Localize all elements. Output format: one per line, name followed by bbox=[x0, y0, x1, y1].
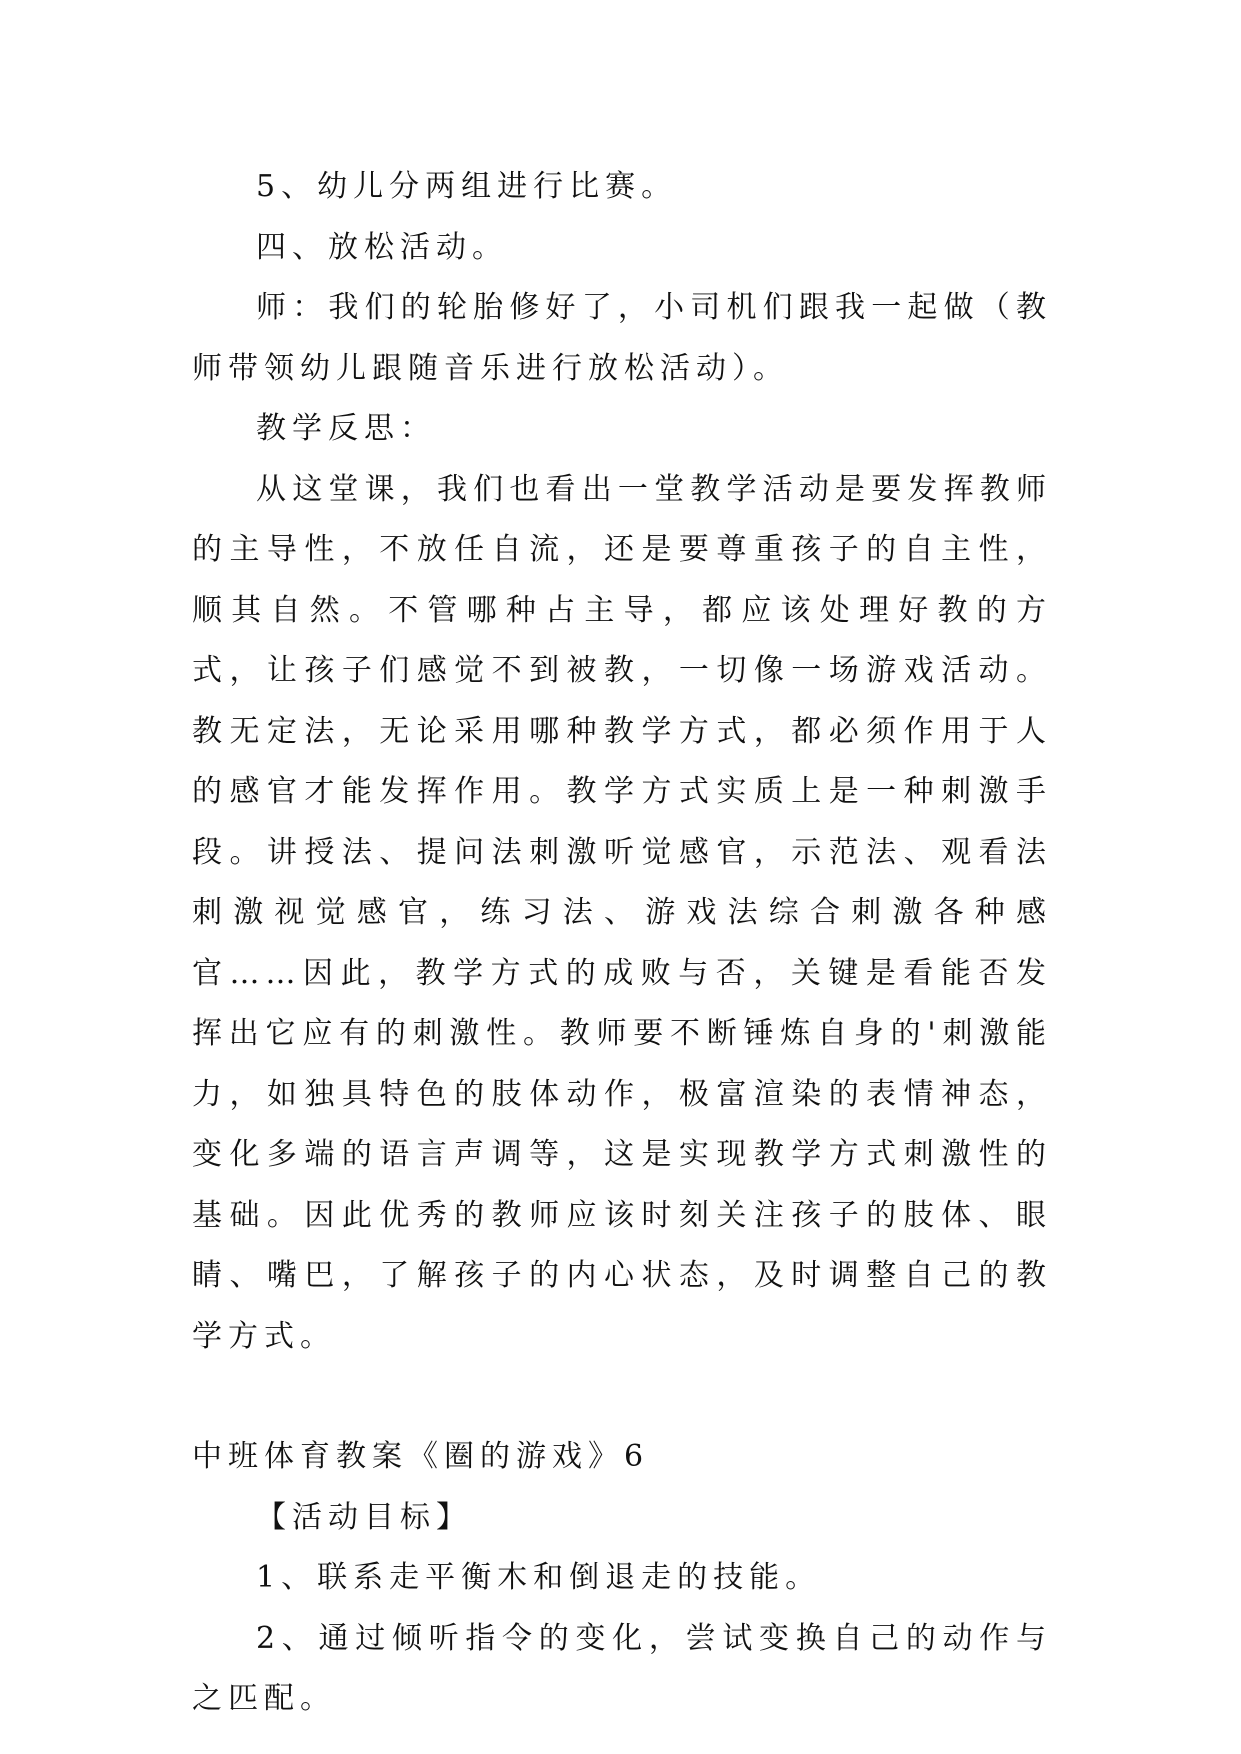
paragraph-step-5: 5、幼儿分两组进行比赛。 bbox=[256, 169, 678, 204]
paragraph-goals-heading: 【活动目标】 bbox=[256, 1499, 472, 1535]
paragraph-goal-1: 1、联系走平衡木和倒退走的技能。 bbox=[256, 1560, 822, 1595]
paragraph-goal-2: 2、通过倾听指令的变化，尝试变换自己的动作与之匹配。 bbox=[192, 1620, 1052, 1716]
paragraph-reflection-body: 从这堂课，我们也看出一堂教学活动是要发挥教师的主导性，不放任自流，还是要尊重孩子的自主性，顺其自然。不管哪种占主导，都应该处理好教的方式，让孩子们感觉不到被教，一切像一场游戏活动。教无定法，无论采用哪种教学方式，都必须作用于人的感官才能发挥作用。教学方式实质上是一种刺激手段。讲授法、提问法刺激听觉感官，示范法、观看法刺激视觉感官，练习法、游戏法综合刺激各种感官……因此，教学方式的成败与否，关键是看能否发挥出它应有的刺激性。教师要不断锤炼自身的'刺激能力，如独具特色的肢体动作，极富渲染的表情神态，变化多端的语言声调等，这是实现教学方式刺激性的基础。因此优秀的教师应该时刻关注孩子的肢体、眼睛、嘴巴，了解孩子的内心状态，及时调整自己的教学方式。 bbox=[192, 471, 1052, 1354]
document-body bbox=[192, 157, 1052, 1730]
paragraph-teacher-speech: 师：我们的轮胎修好了，小司机们跟我一起做（教师带领幼儿跟随音乐进行放松活动）。 bbox=[192, 290, 1052, 386]
paragraph-relax-heading: 四、放松活动。 bbox=[256, 229, 508, 265]
paragraph-reflection-heading: 教学反思： bbox=[256, 411, 436, 446]
section-title: 中班体育教案《圈的游戏》6 bbox=[192, 1439, 650, 1474]
